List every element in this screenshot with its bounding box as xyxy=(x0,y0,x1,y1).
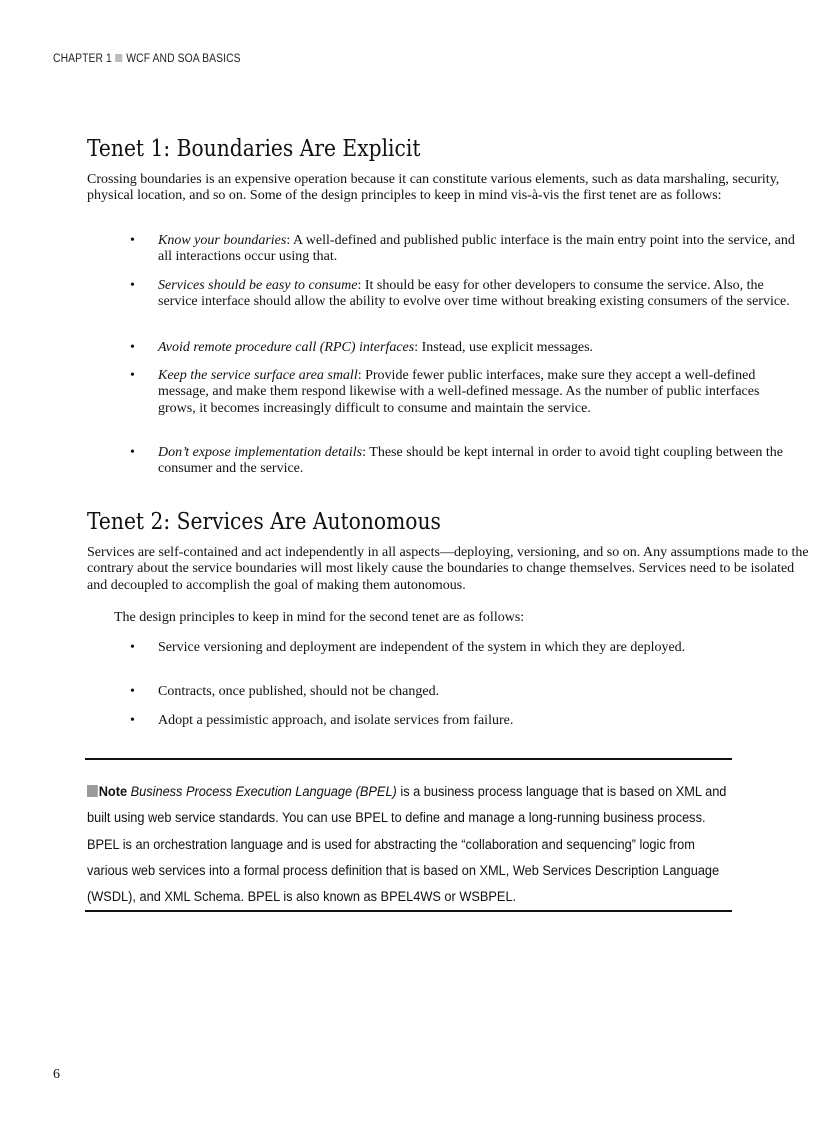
bullet-text: : It should be easy for other developers to consume the service. Also, the service interface should allow the ability to evolve over time without breaking existing consumers of the service. xyxy=(158,278,790,310)
list-item xyxy=(87,233,798,266)
list-item xyxy=(87,278,798,311)
list-item xyxy=(87,340,798,356)
page-number: 6 xyxy=(53,1067,60,1082)
list-item: • Service versioning and deployment are independent of the system in which they are deployed. xyxy=(87,640,798,656)
note-top-rule xyxy=(85,758,732,760)
bullet-term: Don’t expose implementation details xyxy=(158,445,363,460)
bullet-text: : A well-defined and published public interface is the main entry point into the service, and all interactions occur using that. xyxy=(158,233,795,265)
list-item xyxy=(87,368,798,417)
bullet-term: Avoid remote procedure call (RPC) interfaces xyxy=(158,340,415,355)
note-term: Business Process Execution Language (BPEL) xyxy=(130,784,397,800)
section2-intro: Services are self-contained and act independently in all aspects—deploying, versioning, and so on. Any assumptions made to the contrary about the service boundaries will most likely cause the boundaries to change themselves. Services need to be isolated and decoupled to accomplish the goal of making them autonomous. xyxy=(87,545,809,593)
section2-lead: The design principles to keep in mind for the second tenet are as follows: xyxy=(114,610,525,625)
note-bottom-rule xyxy=(85,910,732,912)
running-head xyxy=(53,53,241,65)
note-box xyxy=(87,779,737,910)
bullet-text: : Provide fewer public interfaces, make sure they accept a well-defined message, and make them respond likewise with a well-defined message. As the number of public interfaces grows, it becomes increasingly difficult to consume and maintain the service. xyxy=(158,368,760,416)
bullet-term: Know your boundaries xyxy=(158,233,287,248)
section1-heading: Tenet 1: Boundaries Are Explicit xyxy=(87,136,421,162)
note-square-icon xyxy=(87,785,98,797)
bullet-text: : These should be kept internal in order to avoid tight coupling between the consumer and the service. xyxy=(158,445,783,477)
note-text: is a business process language that is based on XML and built using web service standards. You can use BPEL to define and manage a long-running business process. BPEL is an orchestration language and is used for abstracting the “collaboration and sequencing” logic from various web services into a formal process definition that is based on XML, Web Services Description Language (WSDL), and XML Schema. BPEL is also known as BPEL4WS or WSBPEL. xyxy=(87,784,727,906)
list-item: • Contracts, once published, should not be changed. xyxy=(87,684,798,700)
section1-intro: Crossing boundaries is an expensive operation because it can constitute various elements, such as data marshaling, security, physical location, and so on. Some of the design principles to keep in mind vis-à-vis the first tenet are as follows: xyxy=(87,172,780,204)
section2-heading: Tenet 2: Services Are Autonomous xyxy=(87,509,441,535)
bullet-term: Services should be easy to consume xyxy=(158,278,358,293)
chapter-title: WCF AND SOA BASICS xyxy=(126,53,241,65)
square-separator-icon xyxy=(116,54,123,62)
bullet-text: : Instead, use explicit messages. xyxy=(414,340,594,355)
note-label: Note xyxy=(98,784,128,800)
list-item: • Adopt a pessimistic approach, and isolate services from failure. xyxy=(87,713,798,729)
list-item xyxy=(87,445,798,478)
chapter-label: CHAPTER 1 xyxy=(53,53,112,65)
bullet-term: Keep the service surface area small xyxy=(158,368,358,383)
